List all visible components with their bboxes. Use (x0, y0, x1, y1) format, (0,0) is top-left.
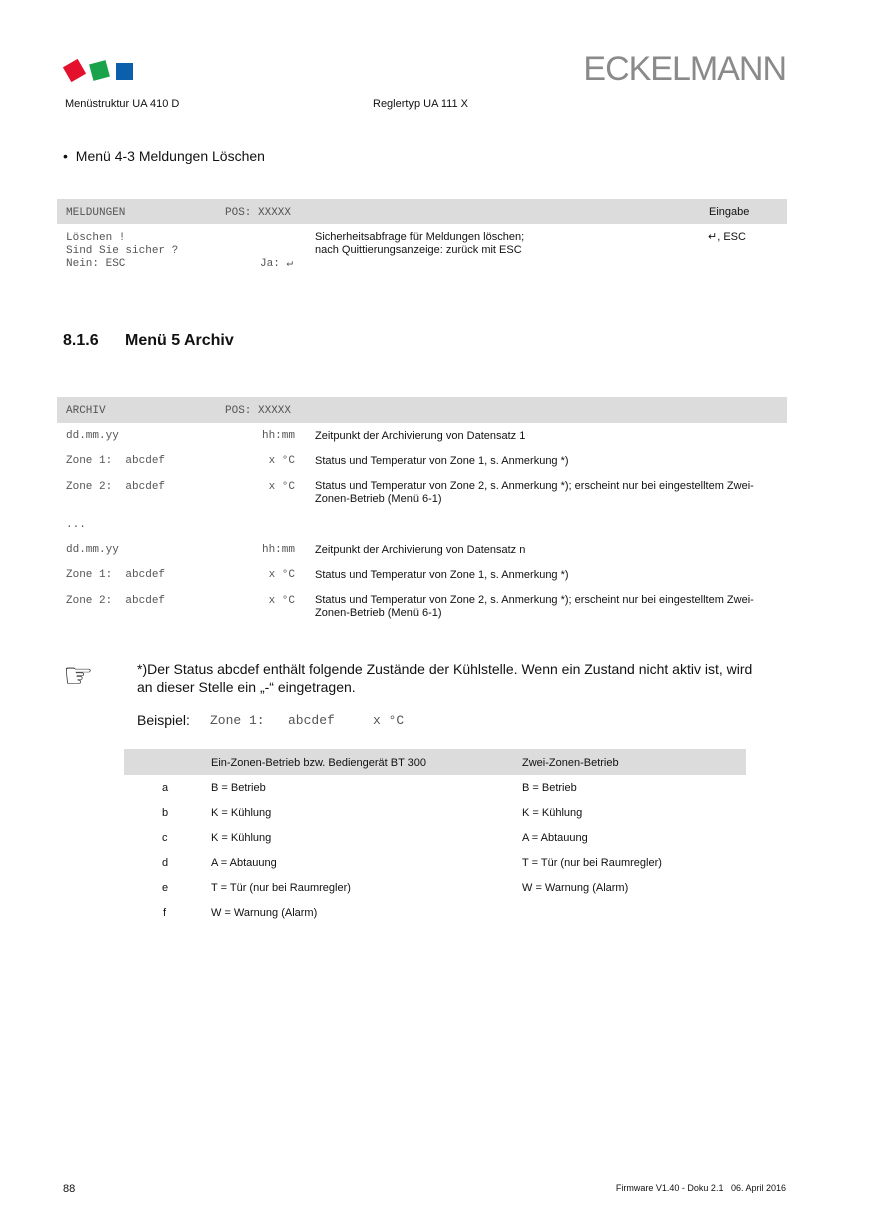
meldungen-desc-2: nach Quittierungsanzeige: zurück mit ESC (315, 244, 522, 256)
archiv-row-left: Zone 2: abcdef (66, 595, 166, 607)
status-header-col1: Ein-Zonen-Betrieb bzw. Bediengerät BT 300 (211, 757, 427, 769)
archiv-row-desc-cont: Zonen-Betrieb (Menü 6-1) (315, 607, 442, 619)
archiv-row-right: x °C (268, 595, 295, 607)
archiv-header-pos: POS: XXXXX (225, 405, 292, 417)
status-one: A = Abtauung (211, 857, 277, 869)
status-key: f (163, 907, 167, 919)
example-zone: Zone 1: (210, 713, 265, 728)
archiv-row-desc: Zeitpunkt der Archivierung von Datensatz n (315, 544, 526, 556)
archiv-row-desc: Status und Temperatur von Zone 2, s. Anmerkung *); erscheint nur bei eingestelltem Zwei- (315, 480, 754, 492)
archiv-row-desc: Zeitpunkt der Archivierung von Datensatz 1 (315, 430, 526, 442)
note-line-2: an dieser Stelle ein „-“ eingetragen. (137, 679, 356, 695)
meldungen-line-2: Sind Sie sicher ? (66, 245, 179, 257)
archiv-row-desc: Status und Temperatur von Zone 2, s. Anmerkung *); erscheint nur bei eingestelltem Zwei- (315, 594, 754, 606)
archiv-row-desc: Status und Temperatur von Zone 1, s. Anmerkung *) (315, 569, 569, 581)
bullet: • (63, 148, 68, 164)
header-left: Menüstruktur UA 410 D (65, 98, 180, 110)
status-key: c (162, 832, 168, 844)
meldungen-header-pos: POS: XXXXX (225, 207, 292, 219)
pointing-hand-icon: ☞ (63, 657, 94, 695)
status-one: K = Kühlung (211, 832, 272, 844)
status-one: B = Betrieb (211, 782, 266, 794)
archiv-row-right: hh:mm (261, 544, 295, 556)
page-number: 88 (63, 1183, 76, 1195)
archiv-row-left: Zone 2: abcdef (66, 481, 166, 493)
archiv-row-ellipsis: ... (66, 519, 86, 531)
logo-blue-square (116, 63, 133, 80)
archiv-row-right: x °C (268, 569, 295, 581)
section2-title: Menü 5 Archiv (125, 332, 234, 349)
meldungen-line-3: Nein: ESC (66, 258, 126, 270)
archiv-header-band (57, 397, 787, 423)
logo-red-square (63, 59, 86, 82)
example-label: Beispiel: (137, 712, 190, 728)
meldungen-input: ↵, ESC (708, 231, 746, 243)
meldungen-header-eingabe: Eingabe (709, 206, 750, 218)
example-temp: x °C (373, 713, 405, 728)
status-key: b (162, 807, 169, 819)
archiv-row-right: x °C (268, 455, 295, 467)
status-two: B = Betrieb (522, 782, 577, 794)
note-line-1: *)Der Status abcdef enthält folgende Zustände der Kühlstelle. Wenn ein Zustand nicht aktiv ist, wird (137, 661, 753, 677)
status-two: W = Warnung (Alarm) (522, 882, 629, 894)
status-one: T = Tür (nur bei Raumregler) (211, 882, 351, 894)
archiv-header-left: ARCHIV (66, 405, 106, 417)
section1-heading (63, 148, 265, 164)
status-two: A = Abtauung (522, 832, 588, 844)
archiv-row-desc: Status und Temperatur von Zone 1, s. Anmerkung *) (315, 455, 569, 467)
meldungen-line-1: Löschen ! (66, 232, 126, 244)
status-one: W = Warnung (Alarm) (211, 907, 318, 919)
status-one: K = Kühlung (211, 807, 272, 819)
archiv-row-desc-cont: Zonen-Betrieb (Menü 6-1) (315, 493, 442, 505)
section1-title: Menü 4-3 Meldungen Löschen (75, 148, 265, 164)
status-two: K = Kühlung (522, 807, 583, 819)
section2-number: 8.1.6 (63, 332, 99, 349)
footer-info: Firmware V1.40 - Doku 2.1 06. April 2016 (615, 1183, 786, 1193)
status-key: d (162, 857, 169, 869)
meldungen-ja: Ja: ↵ (260, 258, 294, 270)
archiv-row-left: Zone 1: abcdef (66, 569, 166, 581)
meldungen-header-band (57, 199, 787, 224)
meldungen-header-left: MELDUNGEN (66, 207, 126, 219)
status-key: e (162, 882, 169, 894)
meldungen-desc-1: Sicherheitsabfrage für Meldungen löschen; (315, 231, 525, 243)
section2-heading (63, 332, 234, 350)
archiv-row-left: dd.mm.yy (66, 430, 119, 442)
example-status: abcdef (288, 713, 335, 728)
archiv-row-right: hh:mm (261, 430, 295, 442)
header-center: Reglertyp UA 111 X (373, 98, 468, 110)
status-two: T = Tür (nur bei Raumregler) (522, 857, 662, 869)
logo-green-square (89, 60, 110, 81)
archiv-row-left: Zone 1: abcdef (66, 455, 166, 467)
archiv-row-left: dd.mm.yy (66, 544, 119, 556)
archiv-row-right: x °C (268, 481, 295, 493)
brand-name: ECKELMANN (583, 50, 786, 88)
status-key: a (162, 782, 169, 794)
status-header-col2: Zwei-Zonen-Betrieb (522, 757, 619, 769)
